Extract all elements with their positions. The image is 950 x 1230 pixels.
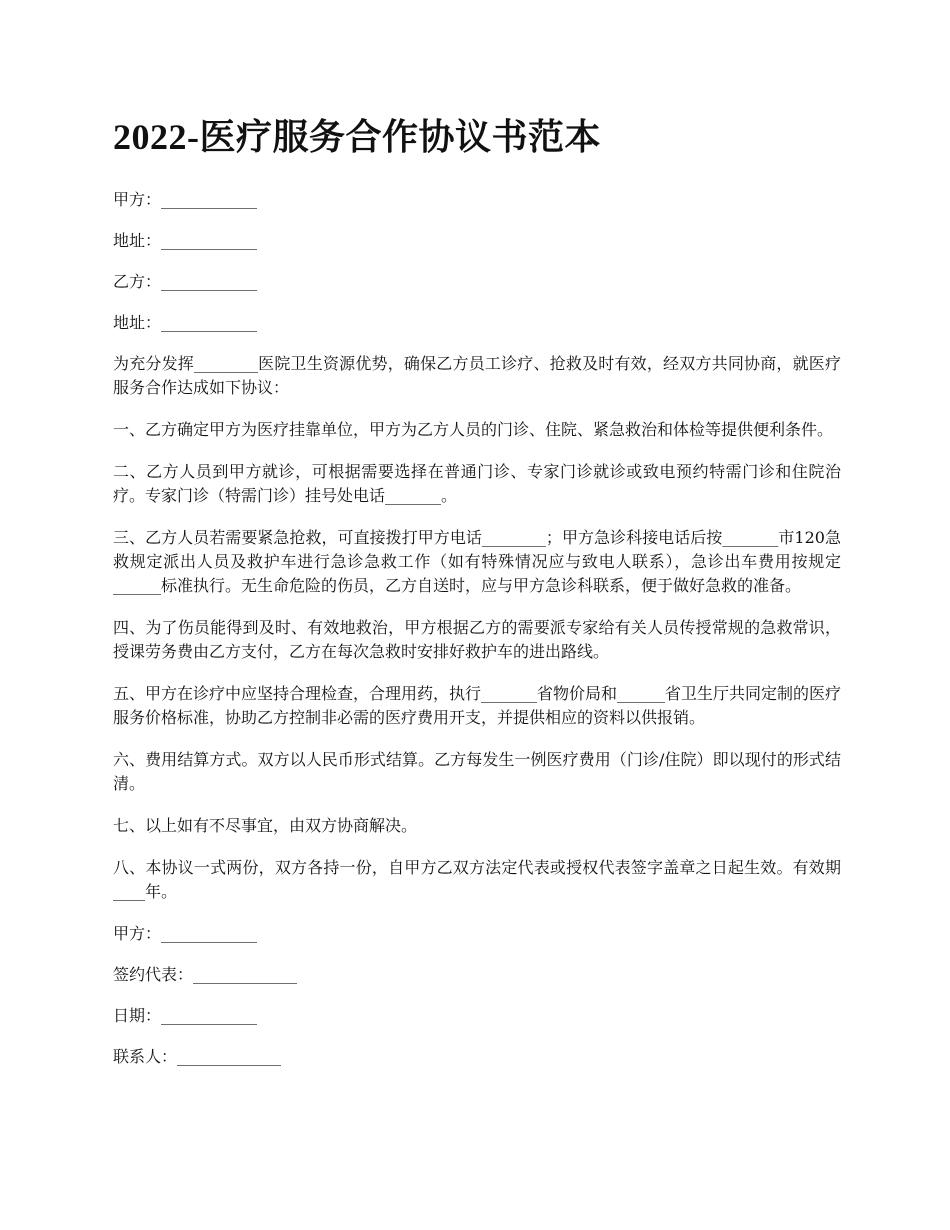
agreement-body — [113, 352, 841, 904]
party-b-field: 乙方：____________ — [113, 272, 258, 291]
signature-fields — [113, 922, 841, 1068]
clause-6: 六、费用结算方式。双方以人民币形式结算。乙方每发生一例医疗费用（门诊/住院）即以现付的形式结清。 — [113, 750, 841, 793]
clause-4: 四、为了伤员能得到及时、有效地救治，甲方根据乙方的需要派专家给有关人员传授常规的急救常识，授课劳务费由乙方支付，乙方在每次急救时安排好救护车的进出路线。 — [113, 618, 841, 661]
clause-5: 五、甲方在诊疗中应坚持合理检查，合理用药，执行_______省物价局和______省卫生厅共同定制的医疗服务价格标准，协助乙方控制非必需的医疗费用开支，并提供相应的资料以供报销。 — [113, 684, 842, 727]
party-a-field: 甲方：____________ — [113, 190, 258, 209]
preamble-paragraph: 为充分发挥________医院卫生资源优势，确保乙方员工诊疗、抢救及时有效，经双方共同协商，就医疗服务合作达成如下协议： — [113, 354, 841, 397]
signing-representative-field: 签约代表：_____________ — [113, 965, 298, 984]
clause-2: 二、乙方人员到甲方就诊，可根据需要选择在普通门诊、专家门诊就诊或致电预约特需门诊和住院治疗。专家门诊（特需门诊）挂号处电话_______。 — [113, 462, 841, 505]
document-page — [113, 110, 841, 1086]
clause-7: 七、以上如有不尽事宜，由双方协商解决。 — [113, 816, 418, 835]
document-title: 2022-医疗服务合作协议书范本 — [113, 117, 601, 157]
contact-person-field: 联系人：_____________ — [113, 1047, 282, 1066]
header-fields — [113, 188, 841, 334]
date-field: 日期：____________ — [113, 1006, 258, 1025]
clause-1: 一、乙方确定甲方为医疗挂靠单位，甲方为乙方人员的门诊、住院、紧急救治和体检等提供便利条件。 — [113, 420, 834, 439]
clause-3: 三、乙方人员若需要紧急抢救，可直接拨打甲方电话________；甲方急诊科接电话后按_______市120急救规定派出人员及救护车进行急诊急救工作（如有特殊情况应与致电人联系），急诊出车费用按规定______标准执行。无生命危险的伤员，乙方自送时，应与甲方急诊科联系，便于做好急救的准备。 — [113, 528, 841, 595]
party-b-address-field: 地址：____________ — [113, 313, 258, 332]
clause-8: 八、本协议一式两份，双方各持一份，自甲方乙双方法定代表或授权代表签字盖章之日起生效。有效期____年。 — [113, 858, 841, 901]
signature-party-a-field: 甲方：____________ — [113, 924, 258, 943]
party-a-address-field: 地址：____________ — [113, 231, 258, 250]
